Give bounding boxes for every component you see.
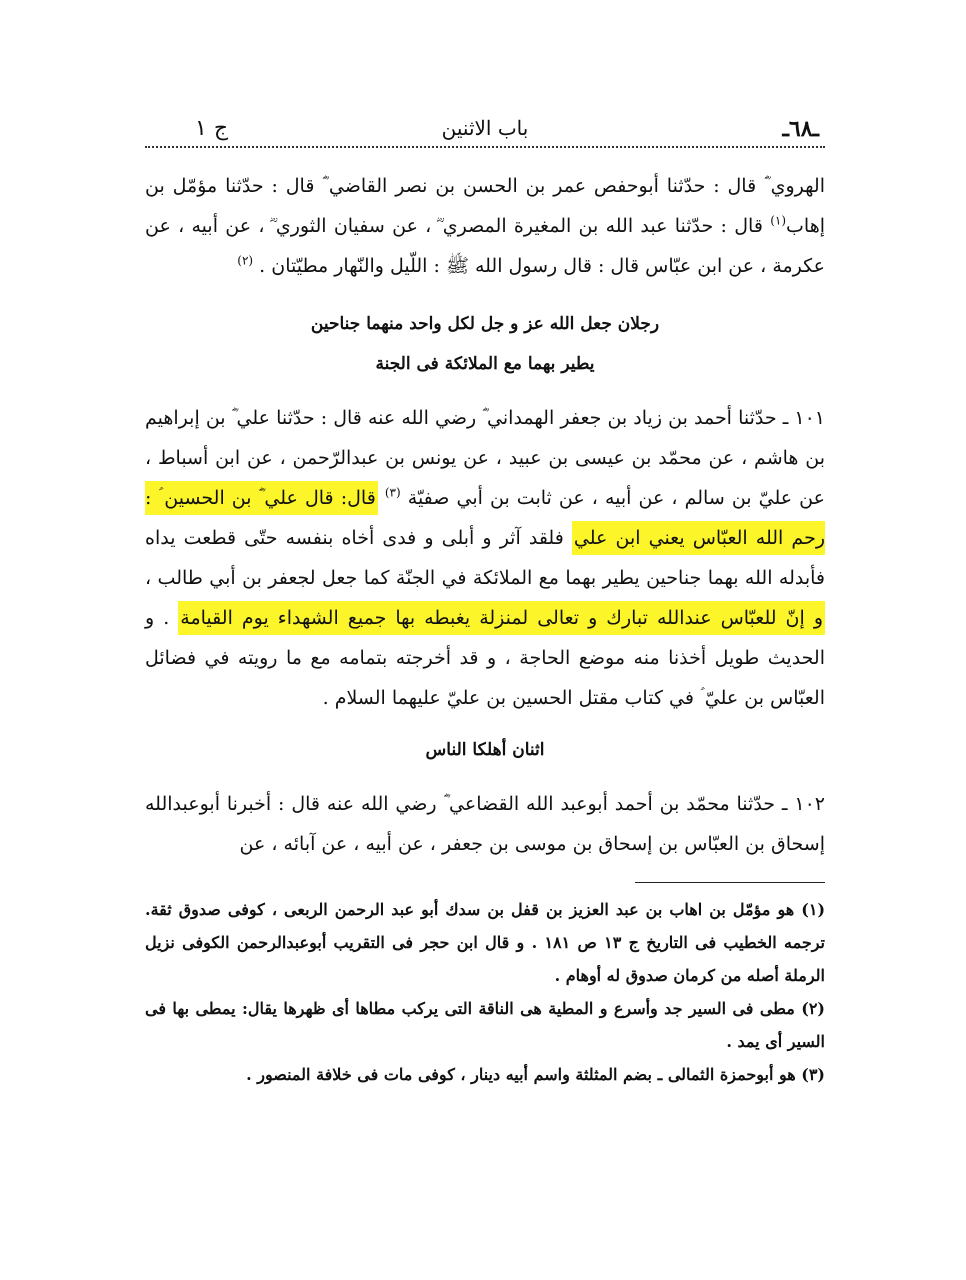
highlighted-text-1: قال: قال علي ؓ بن الحسين ؑ : رحم الله العبّاس يعني ابن علي [145,481,825,555]
highlighted-text-2: و إنّ للعبّاس عندالله تبارك و تعالى لمنزلة يغبطه بها جميع الشهداء يوم القيامة [178,601,825,635]
footnote-ref-3: (٣) [384,485,401,500]
hadith-102: ١٠٢ ـ حدّثنا محمّد بن أحمد أبوعبد الله القضاعي ؓ رضي الله عنه قال : أخبرنا أبوعبدالله إسحاق بن العبّاس بن إسحاق بن موسى بن جعفر ، عن أبيه ، عن آبائه ، عن [145,793,825,855]
para1-text-b: قال : حدّثنا عبد الله بن المغيرة المصري ؓ ، عن سفيان الثوري ؓ ، عن أبيه ، عن عكرمة ، عن ابن عبّاس قال : قال رسول الله ﷺ : اللّيل والنّهار مطيّتان . [145,215,825,277]
footnote-3: (٣) هو أبوحمزة الثمالى ـ بضم المثلثة واسم أبيه دينار ، كوفى مات فى خلافة المنصور . [246,1065,825,1084]
book-page [145,110,825,1230]
chapter-title: باب الاثنين [441,116,529,140]
paragraph-continued [145,166,825,286]
hadith-101 [145,398,825,718]
footnote-ref-2: (٢) [237,253,254,268]
footnote-divider [635,882,825,883]
footnote-1: (١) هو مؤمّل بن اهاب بن عبد العزيز بن قفل بن سدك أبو عبد الرحمن الربعى ، كوفى صدوق ثقة. ترجمه الخطيب فى التاريخ ج ١٣ ص ١٨١ . و قال ابن حجر فى التقريب أبوعبدالرحمن الكوفى نزيل الرملة أصله من كرمان صدوق له أوهام . [145,900,826,985]
footnotes [145,893,825,1091]
hadith-101-body: فلقد آثر و أبلى و فدى أخاه بنفسه حتّى قطعت يداه فأبدله الله بهما جناحين يطير بهما مع الملائكة في الجنّة كما جعل لجعفر بن أبي طالب ، [145,527,825,589]
footnote-2: (٢) مطى فى السير جد وأسرع و المطية هى الناقة التى يركب مطاها أى ظهرها يقال: يمطى بها فى السير أى يمد . [145,999,825,1051]
section-heading-2: اثنان أهلكا الناس [425,740,545,760]
volume-label: ج ١ [195,116,229,141]
page-number: ـ٦٨ـ [782,116,819,142]
para1-text-a: الهروي ؓ قال : حدّثنا أبوحفص عمر بن الحسن بن نصر القاضي ؓ قال : حدّثنا مؤمّل بن إهاب [145,175,825,237]
hadith-101-note: . و الحديث طويل أخذنا منه موضع الحاجة ، و قد أخرجته بتمامه مع ما رويته في فضائل العبّاس بن عليّ ؑ في كتاب مقتل الحسين بن عليّ عليهما السلام . [145,607,825,709]
section-heading-line-1: رجلان جعل الله عز و جل لكل واحد منهما جناحين [310,314,660,334]
hadith-101-chain: ١٠١ ـ حدّثنا أحمد بن زياد بن جعفر الهمداني ؓ رضي الله عنه قال : حدّثنا علي ؓ بن إبراهيم بن هاشم ، عن محمّد بن عيسى بن عبيد ، عن يونس بن عبدالرّحمن ، عن ابن أسباط ، عن عليّ بن سالم ، عن أبيه ، عن ثابت بن أبي صفيّة [145,407,825,509]
footnote-ref-1: (١) [770,213,787,228]
page-header [145,110,825,148]
section-heading-line-2: يطير بهما مع الملائكة فى الجنة [375,354,595,374]
